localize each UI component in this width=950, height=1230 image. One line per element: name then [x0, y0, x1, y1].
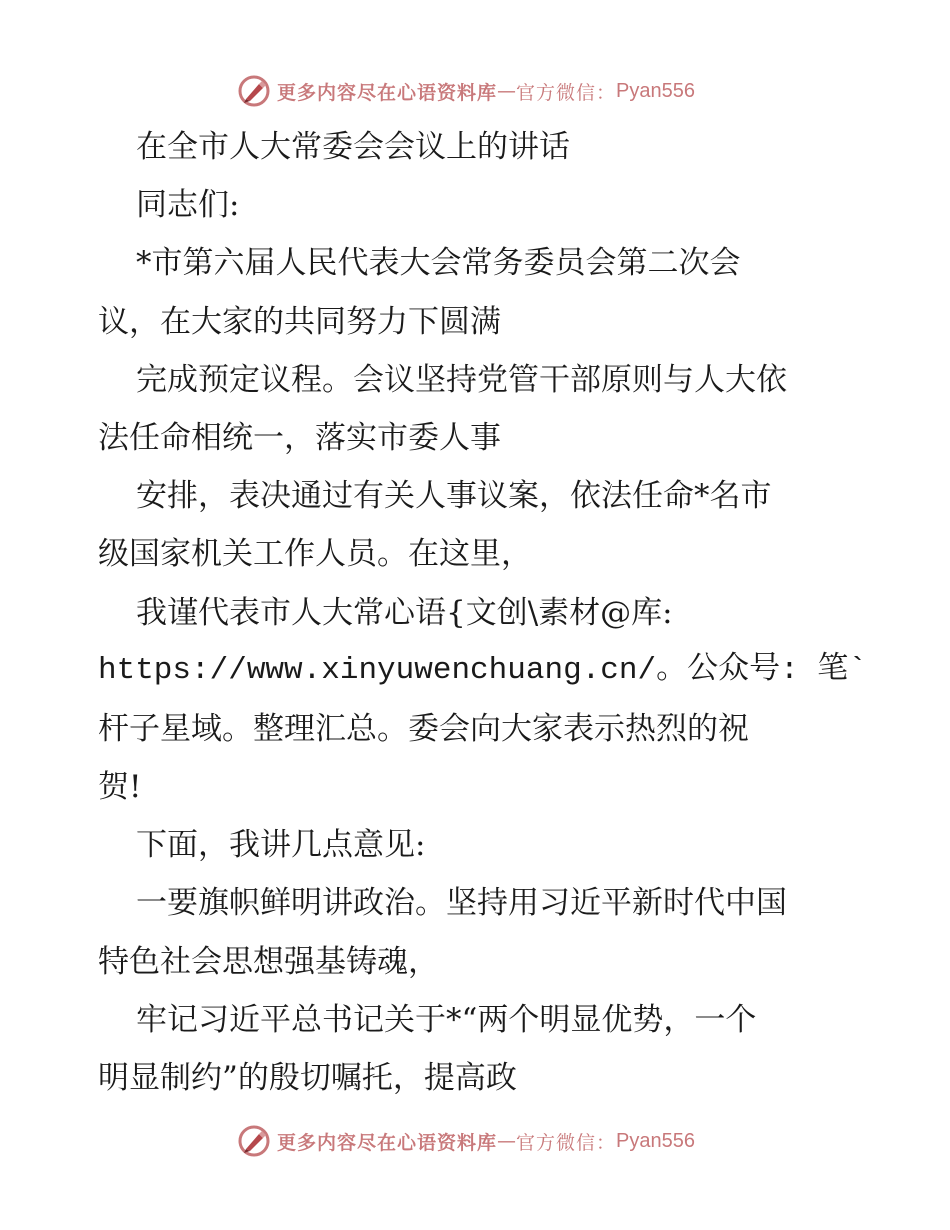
paragraph-line: 牢记习近平总书记关于*“两个明显优势，一个	[136, 1001, 757, 1038]
paragraph-line: 杆子星域。整理汇总。委会向大家表示热烈的祝	[98, 710, 749, 747]
banner-slogan: 更多内容尽在心语资料库	[277, 81, 498, 104]
banner-wechat-id: Pyan556	[616, 1129, 695, 1152]
banner-wechat-id: Pyan556	[616, 79, 695, 102]
banner-wechat-label: 官方微信：	[516, 81, 617, 104]
paragraph-line: 一要旗帜鲜明讲政治。坚持用习近平新时代中国	[136, 885, 787, 922]
document-body	[98, 118, 867, 1107]
pen-logo-icon	[237, 74, 271, 108]
header-watermark-banner	[0, 71, 950, 111]
pen-logo-icon	[237, 1124, 271, 1158]
paragraph-line: *市第六届人民代表大会常务委员会第二次会	[136, 245, 741, 282]
paragraph-line: 法任命相统一，落实市委人事	[98, 419, 501, 456]
paragraph-line: 明显制约”的殷切嘱托，提高政	[98, 1060, 517, 1096]
paragraph-line: 特色社会思想强基铸魂，	[98, 943, 439, 980]
footer-watermark-banner	[0, 1121, 950, 1161]
paragraph-line: 完成预定议程。会议坚持党管干部原则与人大依	[136, 361, 787, 398]
paragraph-line: 安排，表决通过有关人事议案，依法任命*名市	[136, 478, 772, 515]
banner-slogan: 更多内容尽在心语资料库	[277, 1131, 498, 1154]
banner-dash: —	[497, 80, 517, 102]
url-line: https://www.xinyuwenchuang.cn/。公众号: 笔`	[98, 652, 867, 688]
paragraph-line: 我谨代表市人大常心语{文创\素材@库:	[136, 594, 673, 631]
salutation: 同志们:	[136, 187, 240, 224]
paragraph-line: 议，在大家的共同努力下圆满	[98, 303, 501, 340]
banner-dash: —	[497, 1130, 517, 1152]
document-title: 在全市人大常委会会议上的讲话	[136, 129, 570, 165]
paragraph-line: 下面，我讲几点意见:	[136, 827, 426, 864]
banner-wechat-label: 官方微信：	[516, 1131, 617, 1154]
paragraph-line: 级国家机关工作人员。在这里，	[98, 536, 532, 573]
paragraph-line: 贺!	[98, 769, 142, 806]
